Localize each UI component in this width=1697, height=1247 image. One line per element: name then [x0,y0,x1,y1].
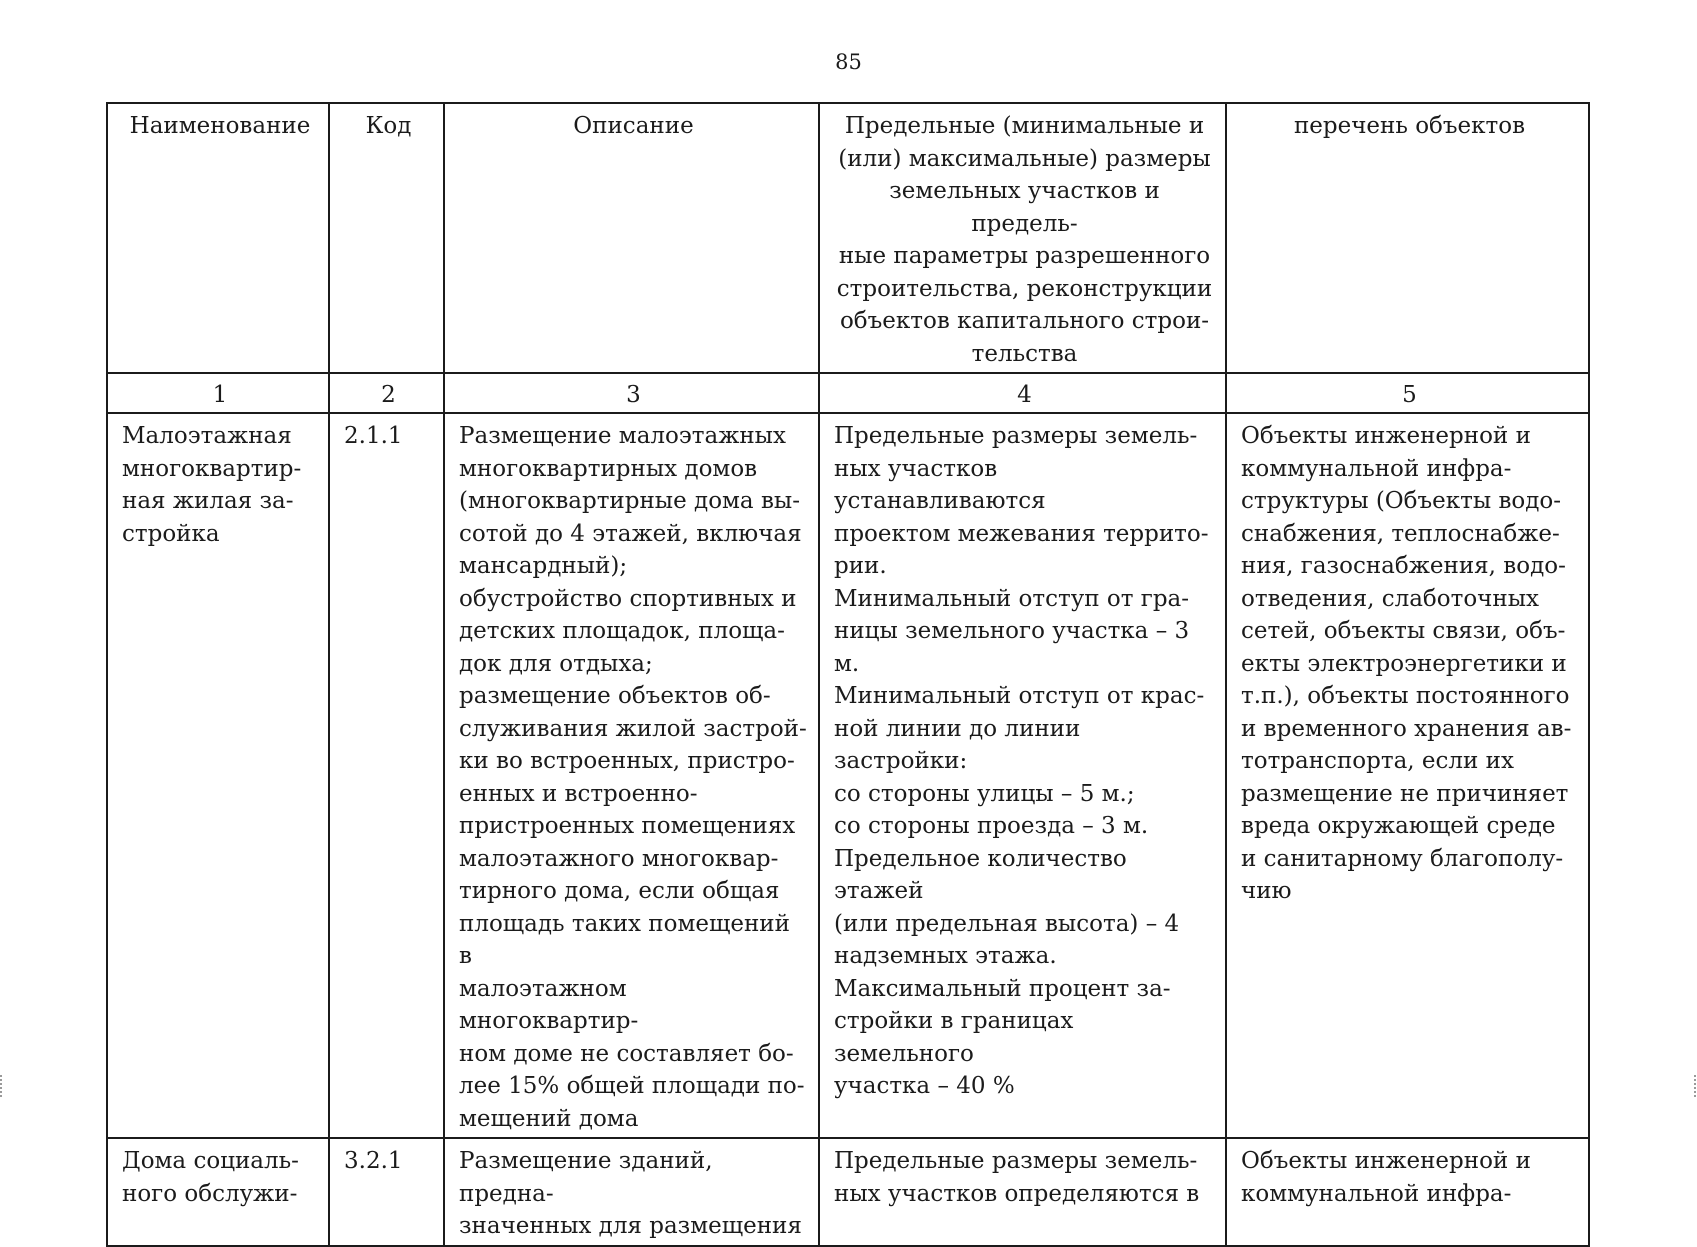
cell-description: Размещение малоэтажных многоквартирных домов (многоквартирные дома вы- сотой до 4 этажей, включая мансардный); обустройство спортивных и детских площадок, площа- док для отдыха; размещение объектов об- служивания жилой застрой- ки во встроенных, пристро- енных и встроенно- пристроенных помещениях малоэтажного многоквар- тирного дома, если общая площадь таких помещений в малоэтажном многоквартир- ном доме не составляет бо- лее 15% общей площади по- мещений дома [444,413,819,1138]
cell-description: Размещение зданий, предна- значенных для размещения [444,1138,819,1246]
cell-objects: Объекты инженерной и коммунальной инфра- [1226,1138,1589,1246]
scan-edge-mark [0,1075,4,1097]
page-number: 85 [835,50,862,74]
cell-name: Дома социаль- ного обслужи- [107,1138,329,1246]
cell-code: 3.2.1 [329,1138,444,1246]
header-objects: перечень объектов [1226,103,1589,373]
header-limits: Предельные (минимальные и (или) максимальные) размеры земельных участков и предель- ные параметры разрешенного строительства, реконструкции объектов капитального строи- тельства [819,103,1226,373]
table-row [107,413,1589,1138]
column-number: 1 [107,373,329,413]
land-use-table [106,102,1590,1247]
column-number: 5 [1226,373,1589,413]
column-number-row [107,373,1589,413]
cell-code: 2.1.1 [329,413,444,1138]
table-header-row [107,103,1589,373]
cell-limits: Предельные размеры земель- ных участков определяются в [819,1138,1226,1246]
column-number: 4 [819,373,1226,413]
header-name: Наименование [107,103,329,373]
header-code: Код [329,103,444,373]
table-row [107,1138,1589,1246]
header-description: Описание [444,103,819,373]
column-number: 3 [444,373,819,413]
cell-name: Малоэтажная многоквартир- ная жилая за- стройка [107,413,329,1138]
cell-limits: Предельные размеры земель- ных участков устанавливаются проектом межевания террито- рии. Минимальный отступ от гра- ницы земельного участка – 3 м. Минимальный отступ от крас- ной линии до линии застройки: со стороны улицы – 5 м.; со стороны проезда – 3 м. Предельное количество этажей (или предельная высота) – 4 надземных этажа. Максимальный процент за- стройки в границах земельного участка – 40 % [819,413,1226,1138]
column-number: 2 [329,373,444,413]
cell-objects: Объекты инженерной и коммунальной инфра- структуры (Объекты водо- снабжения, теплоснабже- ния, газоснабжения, водо- отведения, слаботочных сетей, объекты связи, объ- екты электроэнергетики и т.п.), объекты постоянного и временного хранения ав- тотранспорта, если их размещение не причиняет вреда окружающей среде и санитарному благополу- чию [1226,413,1589,1138]
